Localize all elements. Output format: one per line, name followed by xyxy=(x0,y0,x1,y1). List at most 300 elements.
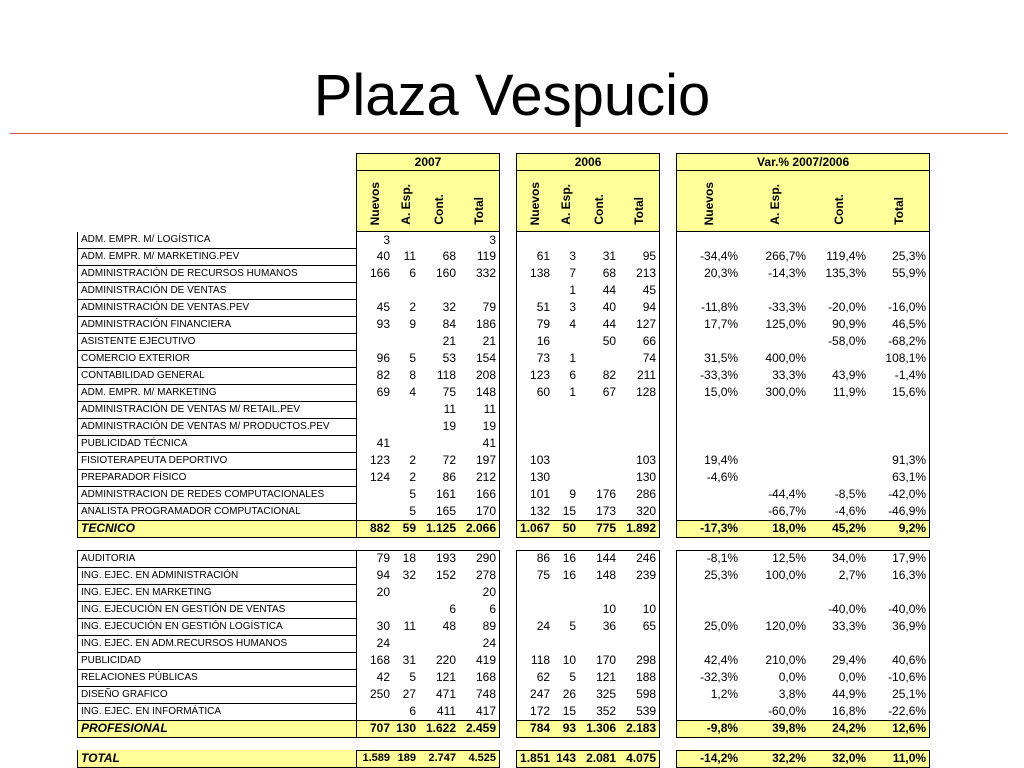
column-gap xyxy=(500,486,517,503)
column-gap xyxy=(500,750,517,767)
cell-var xyxy=(809,350,869,367)
cell-2007: 45 xyxy=(357,299,394,316)
cell-2007: 4 xyxy=(409,385,417,399)
cell-2006: 60 xyxy=(517,384,554,401)
cell-2006: 79 xyxy=(517,316,554,333)
total-row xyxy=(78,520,930,537)
cell-2007 xyxy=(419,232,459,249)
cell-2007: 6 xyxy=(409,266,417,280)
table-row xyxy=(78,333,930,350)
cell-2007: 42 xyxy=(357,669,394,686)
cell-2006: 103 xyxy=(517,452,554,469)
cell-var: 3,8% xyxy=(778,687,807,701)
cell-2006: 784 xyxy=(517,720,554,737)
cell-2007: 1.622 xyxy=(419,720,459,737)
column-gap xyxy=(500,248,517,265)
cell-2006: 239 xyxy=(619,567,660,584)
cell-2006: 86 xyxy=(517,550,554,567)
cell-2007: 20 xyxy=(357,584,394,601)
cell-var xyxy=(869,635,930,652)
cell-var: 25,3% xyxy=(677,567,742,584)
cell-var xyxy=(869,418,930,435)
subheader-label: A. Esp. xyxy=(558,184,573,225)
row-label: PUBLICIDAD xyxy=(78,652,357,669)
cell-2007 xyxy=(357,601,394,618)
subheader-var-1 xyxy=(741,171,809,232)
cell-var: -68,2% xyxy=(869,333,930,350)
subheader-label: Nuevos xyxy=(701,181,716,225)
cell-2006: 130 xyxy=(517,469,554,486)
cell-2007 xyxy=(393,635,419,652)
cell-2007: 5 xyxy=(409,487,417,501)
cell-2007: 2 xyxy=(409,470,417,484)
row-label: ING. EJEC. EN ADM.RECURSOS HUMANOS xyxy=(78,635,357,652)
cell-2006: 5 xyxy=(569,670,577,684)
table-row xyxy=(78,469,930,486)
cell-var: 108,1% xyxy=(869,350,930,367)
cell-2006: 118 xyxy=(517,652,554,669)
cell-2007: 707 xyxy=(357,720,394,737)
cell-var: 32,2% xyxy=(741,750,809,767)
cell-var: 1,2% xyxy=(677,686,742,703)
column-gap xyxy=(500,350,517,367)
cell-2007: 8 xyxy=(409,368,417,382)
cell-2007: 3 xyxy=(357,232,394,249)
cell-2006 xyxy=(553,333,579,350)
cell-var: 44,9% xyxy=(832,687,867,701)
cell-var: 12,6% xyxy=(869,720,930,737)
cell-2007: 5 xyxy=(409,670,417,684)
cell-2006: 298 xyxy=(619,652,660,669)
column-gap xyxy=(660,232,677,249)
cell-var: -16,0% xyxy=(869,299,930,316)
cell-2006 xyxy=(553,452,579,469)
cell-2006 xyxy=(517,635,554,652)
cell-var: 91,3% xyxy=(869,452,930,469)
subheader-var-2 xyxy=(809,171,869,232)
cell-var xyxy=(741,282,809,299)
cell-2007: 53 xyxy=(442,351,457,365)
cell-var: 15,0% xyxy=(677,384,742,401)
column-gap xyxy=(660,316,677,333)
column-gap xyxy=(660,669,677,686)
cell-var xyxy=(741,232,809,249)
cell-var: 120,0% xyxy=(765,619,807,633)
cell-2006: 247 xyxy=(517,686,554,703)
cell-2007: 152 xyxy=(436,568,457,582)
cell-2006: 73 xyxy=(517,350,554,367)
cell-2006: 1.067 xyxy=(517,520,554,537)
row-label: ING. EJEC. EN ADMINISTRACIÓN xyxy=(78,567,357,584)
subheader-2007-1 xyxy=(393,171,419,232)
cell-2006: 1 xyxy=(569,283,577,297)
row-label: ADMINISTRACIÓN DE VENTAS M/ RETAIL.PEV xyxy=(78,401,357,418)
cell-var: -40,0% xyxy=(828,602,867,616)
cell-2007: 86 xyxy=(442,470,457,484)
column-gap xyxy=(500,401,517,418)
cell-var: 16,8% xyxy=(832,703,867,718)
column-gap xyxy=(660,452,677,469)
cell-2007 xyxy=(357,333,394,350)
table-row xyxy=(78,618,930,635)
column-gap xyxy=(500,282,517,299)
table-row xyxy=(78,350,930,367)
cell-2006: 246 xyxy=(619,550,660,567)
cell-2006: 10 xyxy=(562,653,577,667)
cell-2007: 11 xyxy=(403,249,417,263)
table-row xyxy=(78,652,930,669)
cell-2006 xyxy=(579,401,619,418)
cell-2007: 189 xyxy=(393,750,419,767)
cell-2006: 61 xyxy=(517,248,554,265)
cell-var: 17,9% xyxy=(869,550,930,567)
cell-var: 25,0% xyxy=(677,618,742,635)
cell-var xyxy=(741,469,809,486)
row-label: ADMINISTRACION DE REDES COMPUTACIONALES xyxy=(78,486,357,503)
column-gap xyxy=(500,550,517,567)
cell-2007: 212 xyxy=(459,469,500,486)
slide-title: Plaza Vespucio xyxy=(313,63,711,128)
cell-var: -66,7% xyxy=(768,503,807,518)
cell-var: -58,0% xyxy=(828,334,867,348)
total-row xyxy=(78,720,930,737)
cell-var: 135,3% xyxy=(825,266,867,280)
cell-var: 20,3% xyxy=(677,265,742,282)
table-row xyxy=(78,503,930,520)
cell-var: -9,8% xyxy=(677,720,742,737)
cell-2007: 5 xyxy=(409,503,417,518)
column-gap xyxy=(500,635,517,652)
cell-var: 33,3% xyxy=(832,619,867,633)
cell-2006 xyxy=(619,584,660,601)
cell-2006: 172 xyxy=(517,703,554,720)
cell-var: 9,2% xyxy=(869,520,930,537)
cell-2006: 123 xyxy=(517,367,554,384)
cell-var: -44,4% xyxy=(768,487,807,501)
cell-2007: 2.459 xyxy=(459,720,500,737)
cell-2006: 128 xyxy=(619,384,660,401)
column-gap xyxy=(660,418,677,435)
row-label: ING. EJEC. EN INFORMÁTICA xyxy=(78,703,357,720)
cell-2006: 5 xyxy=(569,619,577,633)
row-label: ADM. EMPR. M/ MARKETING.PEV xyxy=(78,248,357,265)
cell-2006 xyxy=(579,635,619,652)
cell-2007: 93 xyxy=(357,316,394,333)
total-label: TOTAL xyxy=(78,750,357,767)
cell-var: 42,4% xyxy=(677,652,742,669)
cell-2006: 325 xyxy=(596,687,617,701)
cell-2006: 1 xyxy=(569,351,577,365)
cell-2007: 27 xyxy=(402,687,417,701)
cell-2007: 2.747 xyxy=(419,750,459,767)
row-label: ADM. EMPR. M/ MARKETING xyxy=(78,384,357,401)
cell-2007 xyxy=(419,282,459,299)
cell-2006 xyxy=(553,635,579,652)
cell-2006: 66 xyxy=(619,333,660,350)
cell-var xyxy=(741,452,809,469)
cell-2007: 168 xyxy=(357,652,394,669)
cell-2007 xyxy=(393,401,419,418)
cell-2007: 168 xyxy=(459,669,500,686)
cell-var: 400,0% xyxy=(765,351,807,365)
cell-2007: 165 xyxy=(436,503,457,518)
row-label: FISIOTERAPEUTA DEPORTIVO xyxy=(78,452,357,469)
cell-var: -46,9% xyxy=(869,503,930,520)
column-gap xyxy=(500,384,517,401)
cell-var xyxy=(677,401,742,418)
cell-var xyxy=(809,435,869,452)
table-row xyxy=(78,248,930,265)
cell-2007: 75 xyxy=(442,385,457,399)
cell-2006: 143 xyxy=(553,750,579,767)
cell-2007: 11 xyxy=(443,402,457,416)
cell-var: 25,3% xyxy=(869,248,930,265)
cell-var: -8,1% xyxy=(677,550,742,567)
cell-2007: 59 xyxy=(393,520,419,537)
cell-2007: 32 xyxy=(442,300,457,314)
cell-2007: 21 xyxy=(459,333,500,350)
table-row xyxy=(78,265,930,282)
cell-2006: 132 xyxy=(517,503,554,520)
column-gap xyxy=(660,686,677,703)
cell-var xyxy=(677,435,742,452)
cell-2006 xyxy=(517,232,554,249)
cell-2007: 471 xyxy=(436,687,457,701)
column-gap xyxy=(660,720,677,737)
cell-2007: 417 xyxy=(459,703,500,720)
cell-2007 xyxy=(393,418,419,435)
section-spacer xyxy=(78,737,930,750)
cell-var: -20,0% xyxy=(828,300,867,314)
cell-2006: 50 xyxy=(553,520,579,537)
cell-2007: 96 xyxy=(357,350,394,367)
row-label: ING. EJECUCIÓN EN GESTIÓN LOGÍSTICA xyxy=(78,618,357,635)
table-row xyxy=(78,299,930,316)
cell-2006 xyxy=(619,418,660,435)
cell-2007 xyxy=(419,584,459,601)
column-gap xyxy=(500,567,517,584)
cell-2006: 31 xyxy=(602,249,617,263)
row-label: ADMINISTRACIÓN DE VENTAS.PEV xyxy=(78,299,357,316)
cell-var: 12,5% xyxy=(741,550,809,567)
cell-var xyxy=(809,452,869,469)
header-2007: 2007 xyxy=(357,154,500,171)
table-row xyxy=(78,367,930,384)
cell-2006: 176 xyxy=(596,487,617,501)
cell-2007 xyxy=(357,703,394,720)
cell-2007: 89 xyxy=(459,618,500,635)
cell-2006: 94 xyxy=(619,299,660,316)
row-label: PREPARADOR FÍSICO xyxy=(78,469,357,486)
subheader-2007-0 xyxy=(357,171,394,232)
cell-2007: 193 xyxy=(419,550,459,567)
cell-var: 29,4% xyxy=(832,653,867,667)
cell-var: -34,4% xyxy=(677,248,742,265)
cell-var xyxy=(677,503,742,520)
cell-var: 2,7% xyxy=(838,568,867,582)
table-row xyxy=(78,486,930,503)
subheader-label: Cont. xyxy=(431,194,446,225)
cell-2006: 3 xyxy=(569,300,577,314)
cell-2006: 67 xyxy=(602,385,617,399)
table-row xyxy=(78,435,930,452)
subheader-2006-3 xyxy=(619,171,660,232)
cell-2007: 24 xyxy=(459,635,500,652)
cell-2006: 213 xyxy=(619,265,660,282)
cell-var xyxy=(809,469,869,486)
cell-2007: 19 xyxy=(442,419,457,433)
cell-var: 55,9% xyxy=(869,265,930,282)
cell-var: 40,6% xyxy=(869,652,930,669)
column-gap xyxy=(500,601,517,618)
section-spacer xyxy=(78,537,930,550)
cell-2006: 4.075 xyxy=(619,750,660,767)
table-row xyxy=(78,316,930,333)
column-gap xyxy=(660,350,677,367)
cell-var: 11,0% xyxy=(869,750,930,767)
cell-var xyxy=(677,601,742,618)
cell-2006: 24 xyxy=(517,618,554,635)
cell-var: 17,7% xyxy=(677,316,742,333)
cell-2006: 16 xyxy=(553,550,579,567)
cell-var: -42,0% xyxy=(869,486,930,503)
cell-2007: 9 xyxy=(409,317,417,331)
cell-2006: 4 xyxy=(569,317,577,331)
cell-var xyxy=(677,232,742,249)
cell-var xyxy=(741,584,809,601)
cell-2007: 130 xyxy=(393,720,419,737)
subheader-2007-2 xyxy=(419,171,459,232)
cell-2007: 119 xyxy=(459,248,500,265)
row-label: ING. EJECUCIÓN EN GESTIÓN DE VENTAS xyxy=(78,601,357,618)
cell-2007: 161 xyxy=(436,487,457,501)
column-gap xyxy=(660,435,677,452)
cell-var: 210,0% xyxy=(765,653,807,667)
row-label: ANALISTA PROGRAMADOR COMPUTACIONAL xyxy=(78,503,357,520)
cell-2006: 101 xyxy=(517,486,554,503)
cell-2007: 1.589 xyxy=(357,750,394,767)
cell-2006 xyxy=(517,601,554,618)
column-gap xyxy=(660,520,677,537)
cell-2006: 3 xyxy=(569,249,577,263)
cell-2006 xyxy=(619,435,660,452)
cell-var xyxy=(869,401,930,418)
cell-var: 300,0% xyxy=(765,385,807,399)
column-gap xyxy=(660,401,677,418)
header-2006: 2006 xyxy=(517,154,660,171)
column-gap xyxy=(500,367,517,384)
cell-var xyxy=(809,635,869,652)
cell-2007 xyxy=(357,282,394,299)
title-divider xyxy=(10,133,1008,134)
cell-var: -4,6% xyxy=(834,503,867,518)
cell-var xyxy=(869,584,930,601)
column-gap xyxy=(660,550,677,567)
cell-2006: 10 xyxy=(602,602,617,616)
cell-2007 xyxy=(393,282,419,299)
cell-2007: 2 xyxy=(409,453,417,467)
subheader-2006-1 xyxy=(553,171,579,232)
cell-2007: 332 xyxy=(459,265,500,282)
table-row xyxy=(78,703,930,720)
cell-2007: 79 xyxy=(459,299,500,316)
cell-2007: 1.125 xyxy=(419,520,459,537)
cell-2007: 250 xyxy=(357,686,394,703)
cell-2007: 220 xyxy=(436,653,457,667)
cell-2007: 72 xyxy=(442,453,457,467)
cell-var: -14,3% xyxy=(768,266,807,280)
cell-2007: 82 xyxy=(357,367,394,384)
cell-2006: 1.851 xyxy=(517,750,554,767)
cell-2006 xyxy=(579,435,619,452)
column-gap xyxy=(660,384,677,401)
cell-2006 xyxy=(553,584,579,601)
cell-2006: 286 xyxy=(619,486,660,503)
cell-var xyxy=(869,435,930,452)
cell-var xyxy=(741,601,809,618)
row-label: DISEÑO GRAFICO xyxy=(78,686,357,703)
table-row xyxy=(78,669,930,686)
cell-2006: 103 xyxy=(619,452,660,469)
cell-2007: 166 xyxy=(459,486,500,503)
cell-2006: 211 xyxy=(619,367,660,384)
cell-var: 15,6% xyxy=(869,384,930,401)
cell-2007: 6 xyxy=(409,703,417,718)
subheader-label: Total xyxy=(631,197,646,225)
column-gap xyxy=(660,248,677,265)
cell-2006: 45 xyxy=(619,282,660,299)
row-label: ING. EJEC. EN MARKETING xyxy=(78,584,357,601)
cell-var: 100,0% xyxy=(765,568,807,582)
subheader-label: Total xyxy=(471,197,486,225)
cell-var xyxy=(809,584,869,601)
cell-2007: 748 xyxy=(459,686,500,703)
cell-2006: 26 xyxy=(562,687,577,701)
cell-2007: 20 xyxy=(459,584,500,601)
cell-2007: 31 xyxy=(402,653,417,667)
column-gap xyxy=(500,669,517,686)
cell-2007: 41 xyxy=(357,435,394,452)
cell-var: 45,2% xyxy=(809,520,869,537)
cell-2006: 75 xyxy=(517,567,554,584)
cell-2007 xyxy=(419,435,459,452)
cell-var: -11,8% xyxy=(677,299,742,316)
cell-var: 266,7% xyxy=(765,249,807,263)
column-gap xyxy=(660,469,677,486)
subheader-label: Nuevos xyxy=(367,181,382,225)
column-gap xyxy=(660,171,677,232)
cell-var xyxy=(869,282,930,299)
cell-2006: 9 xyxy=(569,487,577,501)
cell-var: 43,9% xyxy=(832,368,867,382)
cell-2006: 44 xyxy=(602,317,617,331)
row-label: ADMINISTRACIÓN DE RECURSOS HUMANOS xyxy=(78,265,357,282)
cell-2007 xyxy=(393,601,419,618)
total-row xyxy=(78,750,930,767)
cell-2007: 41 xyxy=(459,435,500,452)
table-row xyxy=(78,384,930,401)
cell-2007: 5 xyxy=(409,351,417,365)
cell-var: -10,6% xyxy=(869,669,930,686)
column-gap xyxy=(500,316,517,333)
cell-2007: 166 xyxy=(357,265,394,282)
cell-var: 39,8% xyxy=(741,720,809,737)
cell-2007: 68 xyxy=(442,249,457,263)
cell-2007: 79 xyxy=(357,550,394,567)
cell-2007: 124 xyxy=(357,469,394,486)
cell-2007: 419 xyxy=(459,652,500,669)
cell-2007: 290 xyxy=(459,550,500,567)
